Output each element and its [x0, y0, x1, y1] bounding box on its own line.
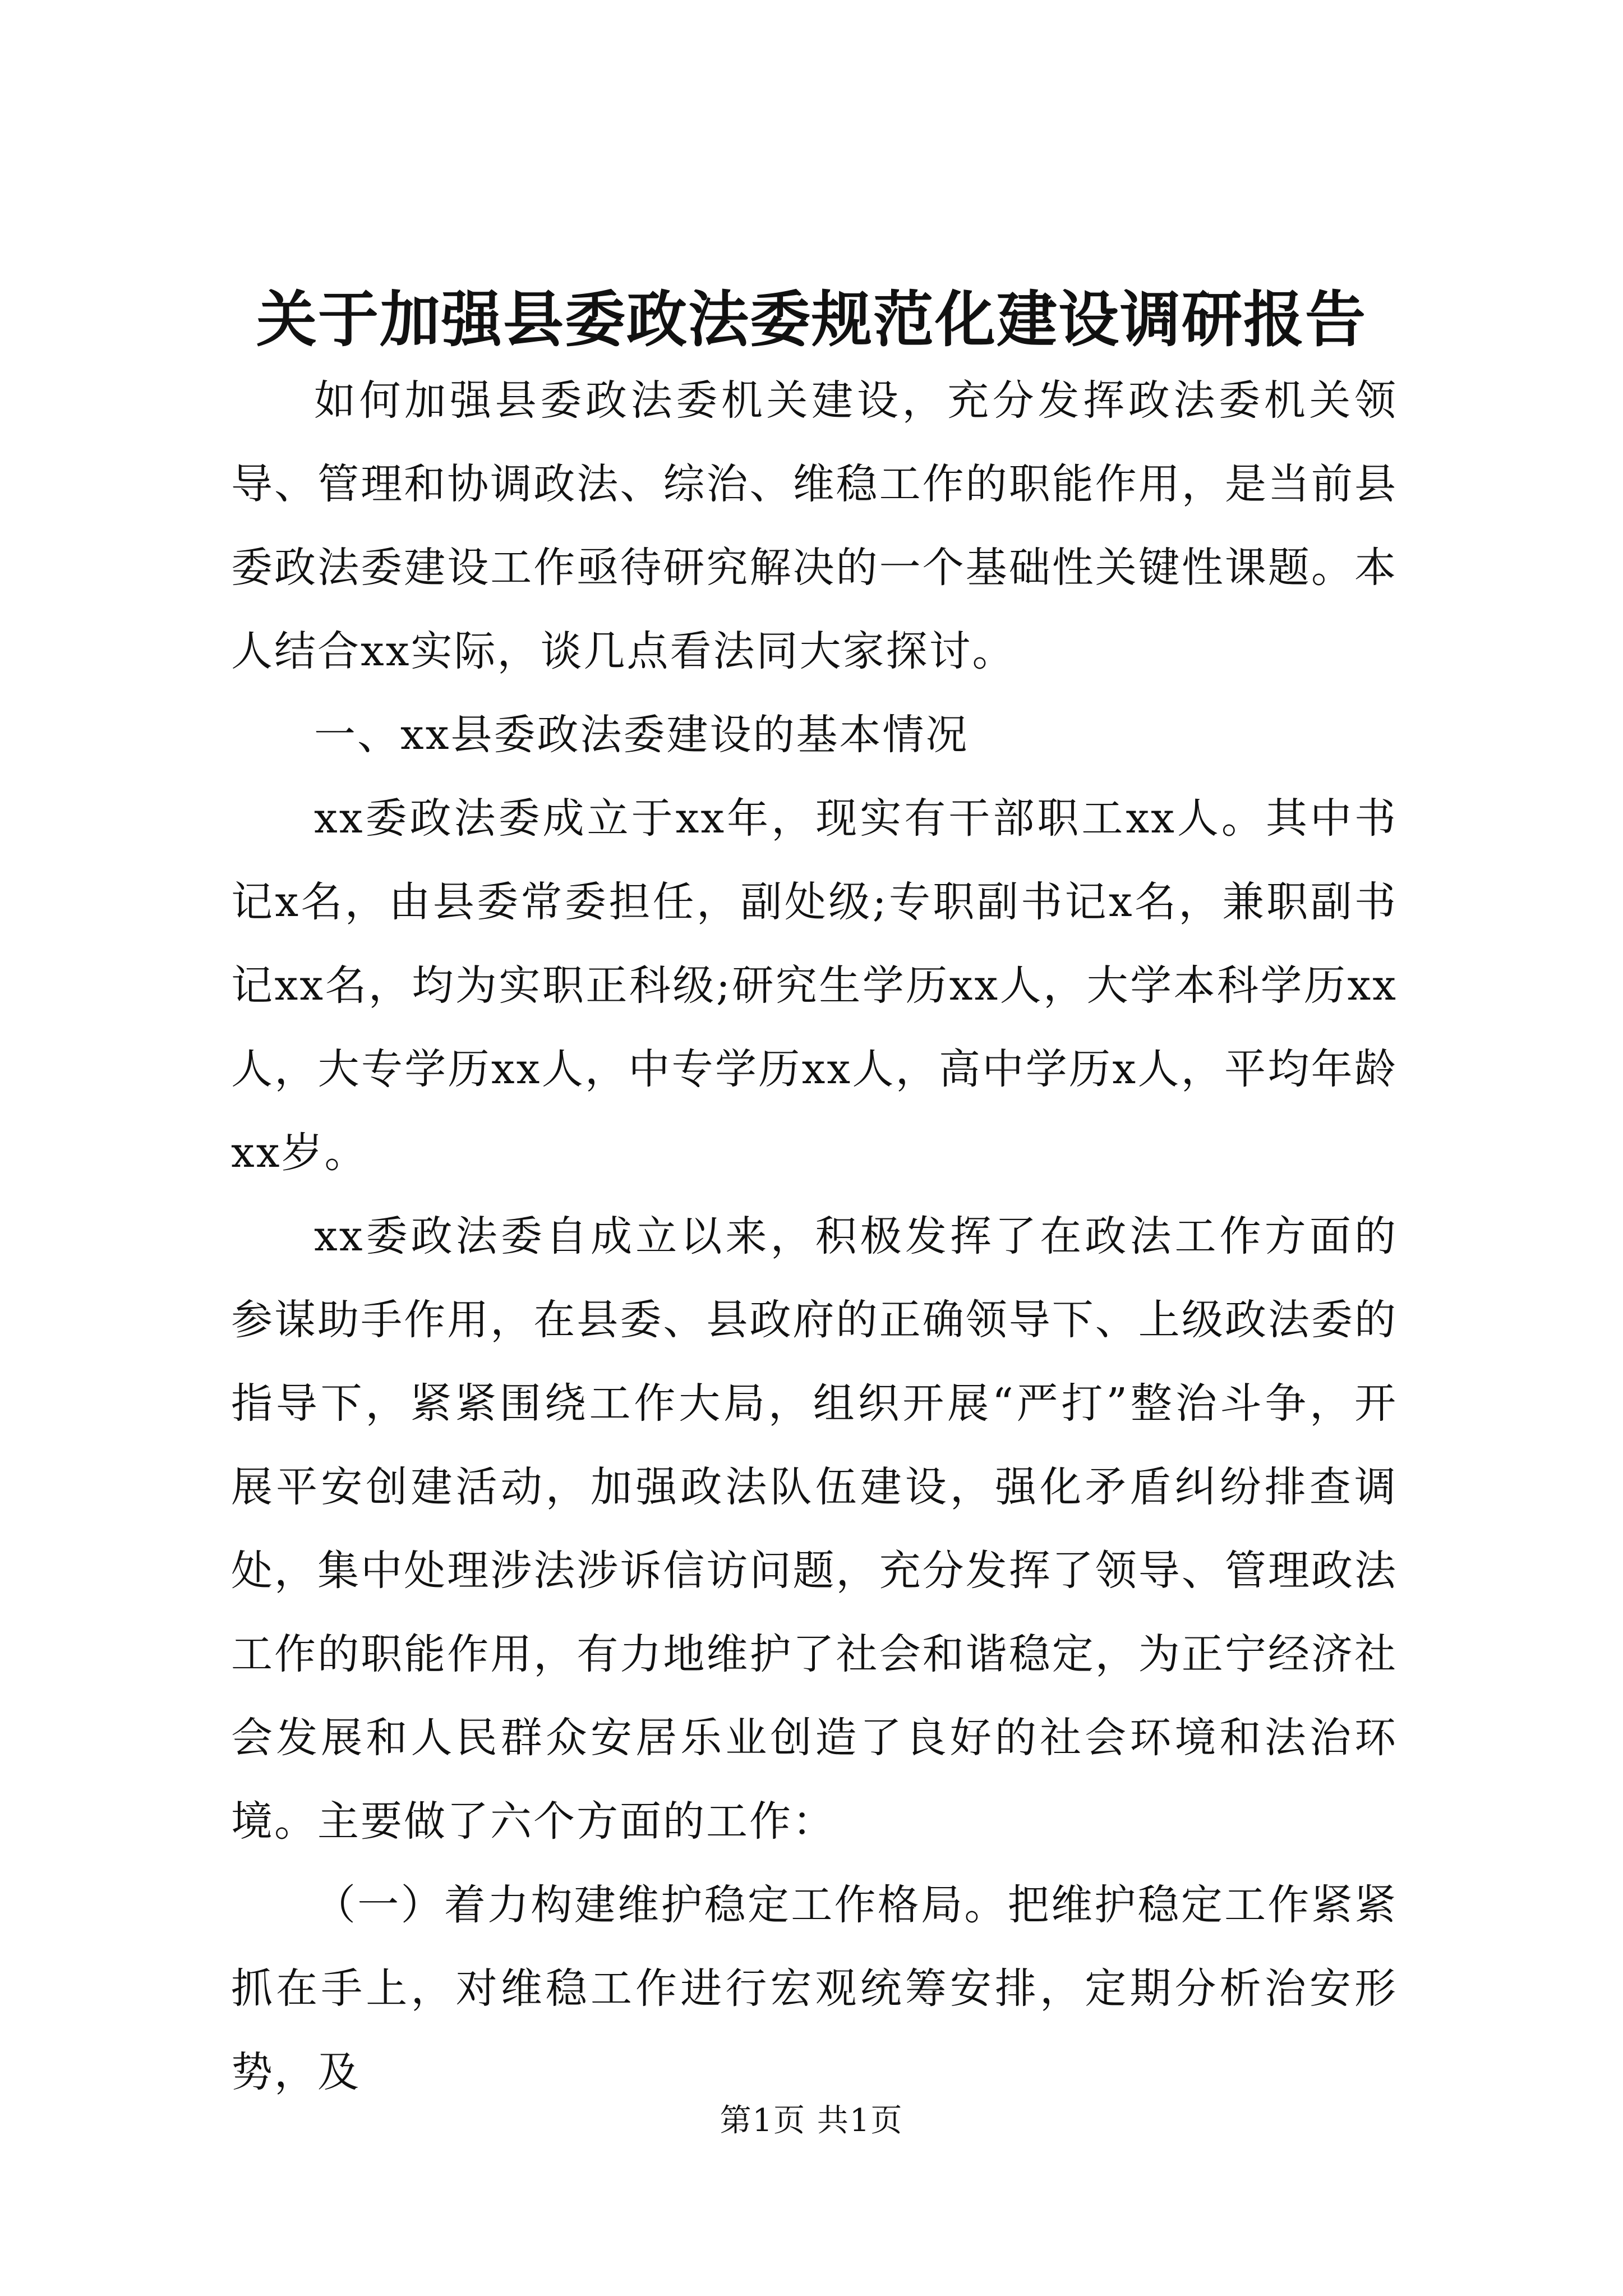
paragraph-intro: 如何加强县委政法委机关建设，充分发挥政法委机关领导、管理和协调政法、综治、维稳工作的职能作用，是当前县委政法委建设工作亟待研究解决的一个基础性关键性课题。本人结合xx实际，谈几点看法同大家探讨。: [231, 376, 1398, 675]
document-body: [231, 359, 1398, 2114]
section-heading: 一、xx县委政法委建设的基本情况: [314, 711, 969, 759]
page-footer: 第1页 共1页: [720, 2102, 903, 2139]
paragraph-subsection-1: （一）着力构建维护稳定工作格局。把维护稳定工作紧紧抓在手上，对维稳工作进行宏观统筹安排，定期分析治安形势，及: [231, 1881, 1398, 2096]
document-title: 关于加强县委政法委规范化建设调研报告: [256, 284, 1367, 355]
paragraph-achievements: xx委政法委自成立以来，积极发挥了在政法工作方面的参谋助手作用，在县委、县政府的正确领导下、上级政法委的指导下，紧紧围绕工作大局，组织开展“严打”整治斗争，开展平安创建活动，加强政法队伍建设，强化矛盾纠纷排查调处，集中处理涉法涉诉信访问题，充分发挥了领导、管理政法工作的职能作用，有力地维护了社会和谐稳定，为正宁经济社会发展和人民群众安居乐业创造了良好的社会环境和法治环境。主要做了六个方面的工作：: [231, 1212, 1398, 1846]
paragraph-staffing: xx委政法委成立于xx年，现实有干部职工xx人。其中书记x名，由县委常委担任，副处级;专职副书记x名，兼职副书记xx名，均为实职正科级;研究生学历xx人，大学本科学历xx人，大专学历xx人，中专学历xx人，高中学历x人，平均年龄xx岁。: [231, 794, 1398, 1177]
